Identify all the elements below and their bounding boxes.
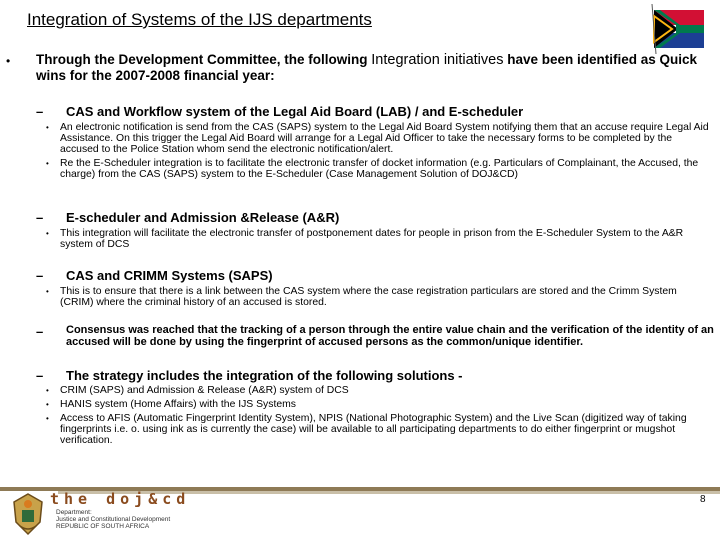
intro-paragraph xyxy=(36,52,716,83)
section-dash: – xyxy=(36,324,44,339)
list-dot: • xyxy=(46,159,49,168)
list-dot: • xyxy=(46,386,49,395)
slide-title: Integration of Systems of the IJS departments xyxy=(27,10,372,29)
list-dot: • xyxy=(46,229,49,238)
list-item: • HANIS system (Home Affairs) with the IJS Systems xyxy=(46,399,296,410)
list-item: • Access to AFIS (Automatic Fingerprint Identity System), NPIS (National Photographic System) and the Live Scan (digitized way of taking fingerprints i.e. o. using ink as is currently the case) will be available to all participating departments to do either fingerprint or mugshot verification. xyxy=(46,413,687,446)
list-item: • An electronic notification is send from the CAS (SAPS) system to the Legal Aid Board System notifying them that an accuse require Legal Aid Assistance. On this trigger the Legal Aid Board will arrange for a Legal Aid Officer to take the necessary forms to be completed by the accused to the Police Station whom send the electronic notification/alert. xyxy=(46,122,709,155)
intro-pre: Through the Development Committee, the following xyxy=(36,52,372,67)
section-dash: – xyxy=(36,368,44,383)
section-title: CAS and CRIMM Systems (SAPS) xyxy=(66,268,273,283)
section-dash: – xyxy=(36,268,44,283)
section-dash: – xyxy=(36,210,44,225)
page-number: 8 xyxy=(700,494,706,505)
section-title: CAS and Workflow system of the Legal Aid Board (LAB) / and E-scheduler xyxy=(66,104,524,119)
list-dot: • xyxy=(46,400,49,409)
list-item: • This is to ensure that there is a link between the CAS system where the case registration particulars are stored and the Crimm System (CRIM) where the criminal history of an accused is stored. xyxy=(46,286,677,308)
list-item: • This integration will facilitate the electronic transfer of postponement dates for people in prison from the E-Scheduler System to the A&R system of DCS xyxy=(46,228,684,250)
brand-logo-text: the doj&cd xyxy=(50,490,191,508)
south-africa-flag-icon xyxy=(648,4,710,54)
list-item: • Re the E-Scheduler integration is to facilitate the electronic transfer of docket information (e.g. Particulars of Complainant, the Accused, the charge) from the CAS (SAPS) system to the E-Scheduler (Case Management Solution of DOJ&CD) xyxy=(46,158,699,180)
list-dot: • xyxy=(46,287,49,296)
section-title: E-scheduler and Admission &Release (A&R) xyxy=(66,210,340,225)
list-dot: • xyxy=(46,414,49,423)
section-title: The strategy includes the integration of the following solutions - xyxy=(66,368,463,383)
section-dash: – xyxy=(36,104,44,119)
list-item: • CRIM (SAPS) and Admission & Release (A&R) system of DCS xyxy=(46,385,349,396)
intro-emphasis: Integration initiatives xyxy=(371,52,504,68)
intro-bullet: • xyxy=(6,54,11,68)
list-dot: • xyxy=(46,123,49,132)
coat-of-arms-icon xyxy=(8,492,48,536)
department-name: Department: Justice and Constitutional Development REPUBLIC OF SOUTH AFRICA xyxy=(56,509,171,530)
intro-post: have been identified as Quick wins for the 2007-2008 financial year: xyxy=(36,52,698,83)
section-paragraph: Consensus was reached that the tracking of a person through the entire value chain and the verification of the identity of an accused will be done by using the fingerprint of accused persons as the common/unique identifier. xyxy=(66,324,714,348)
